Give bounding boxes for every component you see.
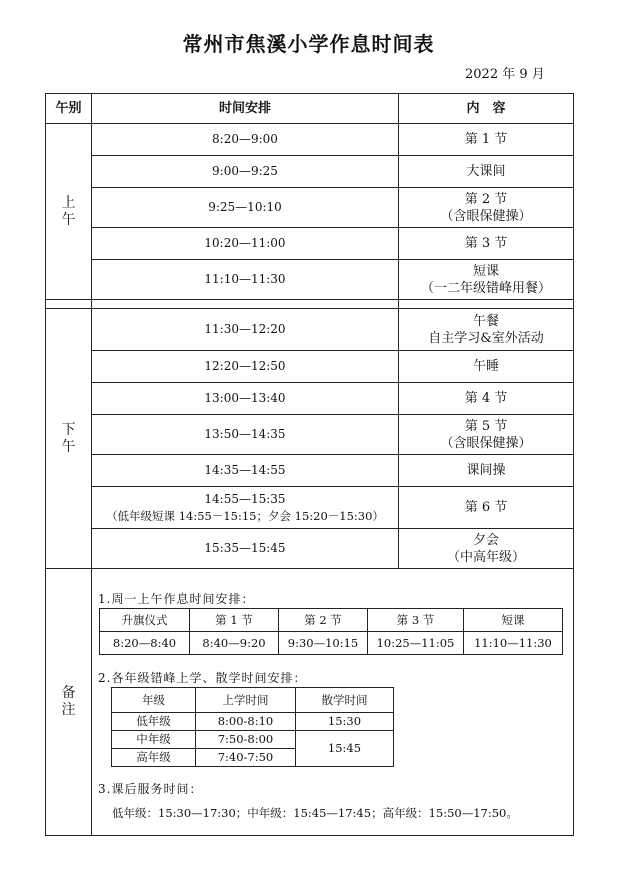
time-cell: 10:20—11:00 (92, 228, 399, 260)
arrive-cell: 7:50-8:00 (196, 731, 296, 749)
monday-time-cell: 9:30—10:15 (279, 632, 368, 655)
time-cell: 13:50—14:35 (92, 415, 399, 455)
time-line: 14:55—15:35 (204, 491, 286, 506)
monday-header-cell: 第 3 节 (368, 609, 464, 632)
monday-time-row (100, 632, 563, 655)
content-line: （一二年级错峰用餐） (420, 280, 551, 296)
stagger-title: 2.各年级错峰上学、散学时间安排： (98, 671, 307, 685)
content-cell (399, 415, 574, 455)
monday-time-cell: 8:40—9:20 (190, 632, 279, 655)
time-cell: 9:25—10:10 (92, 188, 399, 228)
after-school-text: 低年级：15:30—17:30；中年级：15:45—17:45；高年级：15:50—17:50。 (112, 806, 518, 820)
arrive-cell: 8:00-8:10 (196, 713, 296, 731)
stagger-header-cell: 年级 (112, 688, 196, 713)
leave-cell: 15:45 (296, 731, 394, 767)
time-cell (92, 487, 399, 529)
header-content: 内 容 (399, 94, 574, 124)
content-line: 午餐 (472, 313, 499, 329)
table-row (46, 383, 574, 415)
time-note: （低年级短课 14:55－15:15；夕会 15:20－15:30） (106, 508, 384, 523)
stagger-table (111, 687, 394, 767)
stagger-header-cell: 散学时间 (296, 688, 394, 713)
header-time: 时间安排 (92, 94, 399, 124)
content-line: 第 2 节 (464, 191, 508, 207)
monday-title: 1.周一上午作息时间安排： (98, 592, 255, 606)
after-school-title: 3.课后服务时间： (98, 782, 203, 796)
time-cell: 12:20—12:50 (92, 351, 399, 383)
table-row (46, 309, 574, 351)
content-cell: 大课间 (399, 156, 574, 188)
table-row (46, 156, 574, 188)
content-cell: 午睡 (399, 351, 574, 383)
content-cell (399, 260, 574, 300)
time-cell: 8:20—9:00 (92, 124, 399, 156)
monday-header-cell: 第 2 节 (279, 609, 368, 632)
notes-cell (92, 569, 574, 836)
stagger-header-row (112, 688, 394, 713)
table-row (46, 228, 574, 260)
monday-table (99, 608, 563, 655)
table-row (46, 529, 574, 569)
content-cell: 第 3 节 (399, 228, 574, 260)
table-row (46, 487, 574, 529)
spacer-row (46, 300, 574, 309)
table-row (46, 351, 574, 383)
content-line: 自主学习&室外活动 (428, 330, 544, 346)
content-cell (399, 188, 574, 228)
content-cell: 课间操 (399, 455, 574, 487)
time-cell: 13:00—13:40 (92, 383, 399, 415)
content-cell: 第 1 节 (399, 124, 574, 156)
content-cell: 第 4 节 (399, 383, 574, 415)
monday-time-cell: 11:10—11:30 (464, 632, 563, 655)
morning-label: 上 午 (46, 124, 92, 300)
arrive-cell: 7:40-7:50 (196, 749, 296, 767)
stagger-header-cell: 上学时间 (196, 688, 296, 713)
afternoon-label: 下 午 (46, 309, 92, 569)
schedule-table (45, 93, 574, 836)
date-label: 2022 年 9 月 (465, 67, 545, 82)
time-cell: 11:10—11:30 (92, 260, 399, 300)
monday-header-cell: 第 1 节 (190, 609, 279, 632)
table-row (46, 188, 574, 228)
table-row (46, 124, 574, 156)
content-line: 短课 (472, 263, 499, 279)
notes-label: 备 注 (46, 569, 92, 836)
header-period: 午别 (46, 94, 92, 124)
content-cell (399, 309, 574, 351)
content-cell (399, 529, 574, 569)
notes-row (46, 569, 574, 836)
content-line: （中高年级） (446, 549, 525, 565)
stagger-row (112, 713, 394, 731)
table-row (46, 260, 574, 300)
content-line: （含眼保健操） (440, 435, 532, 451)
monday-header-cell: 短课 (464, 609, 563, 632)
content-line: 第 5 节 (464, 418, 508, 434)
stagger-row (112, 731, 394, 749)
monday-time-cell: 10:25—11:05 (368, 632, 464, 655)
table-row (46, 455, 574, 487)
time-cell: 14:35—14:55 (92, 455, 399, 487)
time-cell: 9:00—9:25 (92, 156, 399, 188)
leave-cell: 15:30 (296, 713, 394, 731)
monday-header-cell: 升旗仪式 (100, 609, 190, 632)
content-cell: 第 6 节 (399, 487, 574, 529)
content-line: 夕会 (472, 532, 499, 548)
page-title: 常州市焦溪小学作息时间表 (182, 32, 435, 56)
grade-cell: 高年级 (112, 749, 196, 767)
content-line: （含眼保健操） (440, 208, 532, 224)
monday-time-cell: 8:20—8:40 (100, 632, 190, 655)
table-row (46, 415, 574, 455)
header-row (46, 94, 574, 124)
time-cell: 11:30—12:20 (92, 309, 399, 351)
monday-header-row (100, 609, 563, 632)
grade-cell: 低年级 (112, 713, 196, 731)
time-cell: 15:35—15:45 (92, 529, 399, 569)
grade-cell: 中年级 (112, 731, 196, 749)
